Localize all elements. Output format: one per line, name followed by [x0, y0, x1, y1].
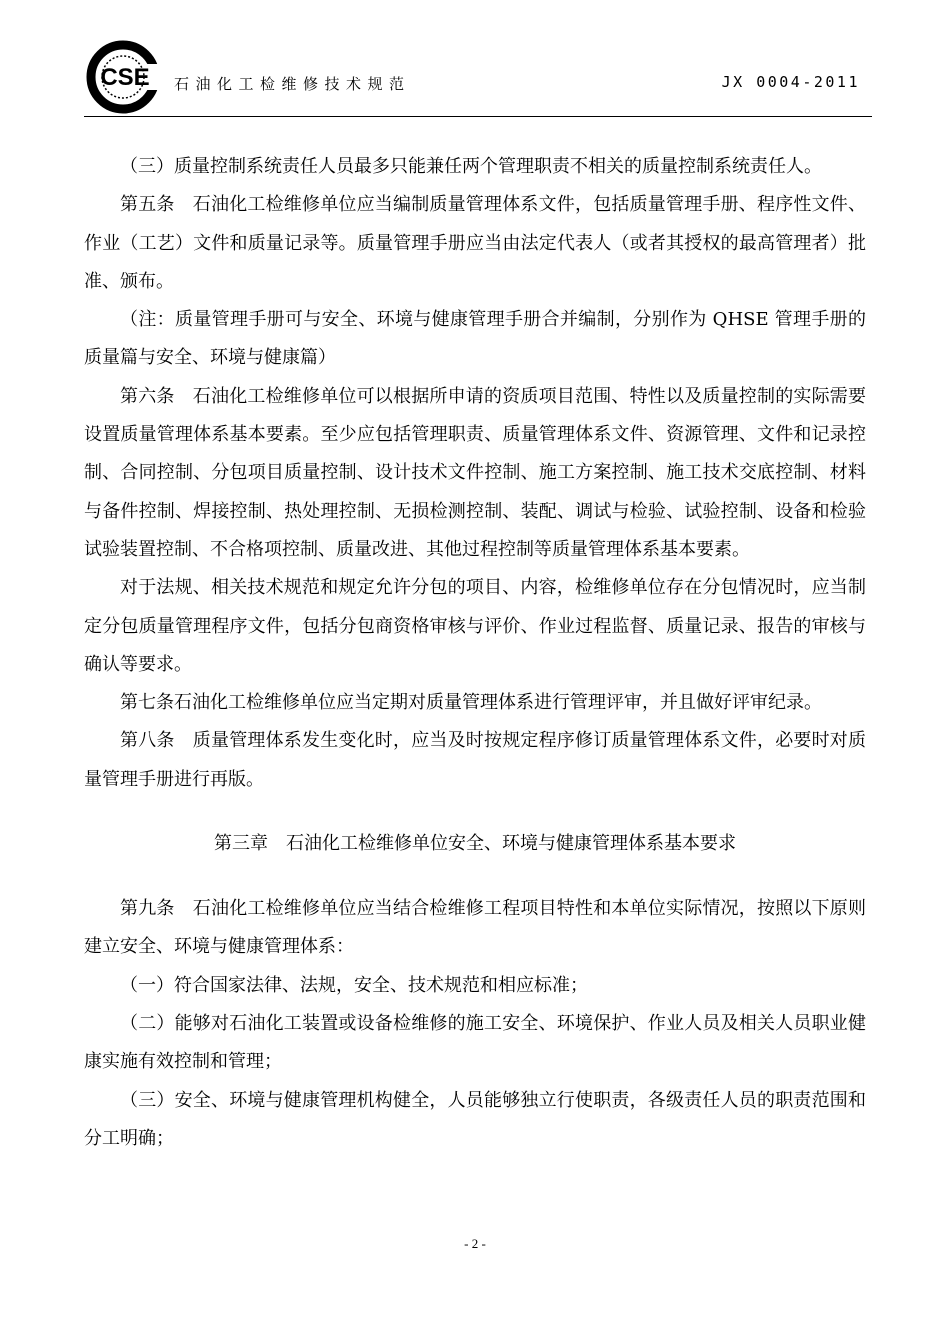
document-title: 石油化工检维修技术规范: [174, 75, 411, 93]
paragraph: 第八条 质量管理体系发生变化时，应当及时按规定程序修订质量管理体系文件，必要时对质量管理手册进行再版。: [84, 730, 866, 790]
document-code: JX 0004-2011: [721, 73, 860, 91]
chapter-heading: 第三章 石油化工检维修单位安全、环境与健康管理体系基本要求: [214, 833, 736, 855]
paragraph: （注：质量管理手册可与安全、环境与健康管理手册合并编制，分别作为 QHSE 管理手册的质量篇与安全、环境与健康篇）: [84, 309, 866, 369]
page-header: [84, 40, 872, 117]
paragraph: （三）质量控制系统责任人员最多只能兼任两个管理职责不相关的质量控制系统责任人。: [120, 156, 822, 177]
paragraph: （一）符合国家法律、法规，安全、技术规范和相应标准；: [120, 974, 588, 996]
paragraph: 第九条 石油化工检维修单位应当结合检维修工程项目特性和本单位实际情况，按照以下原则建立安全、环境与健康管理体系：: [84, 898, 866, 958]
paragraph: 第五条 石油化工检维修单位应当编制质量管理体系文件，包括质量管理手册、程序性文件、作业（工艺）文件和质量记录等。质量管理手册应当由法定代表人（或者其授权的最高管理者）批准、颁布。: [84, 194, 866, 292]
paragraph: 第六条 石油化工检维修单位可以根据所申请的资质项目范围、特性以及质量控制的实际需要设置质量管理体系基本要素。至少应包括管理职责、质量管理体系文件、资源管理、文件和记录控制、合同控制、分包项目质量控制、设计技术文件控制、施工方案控制、施工技术交底控制、材料与备件控制、焊接控制、热处理控制、无损检测控制、装配、调试与检验、试验控制、设备和检验试验装置控制、不合格项控制、质量改进、其他过程控制等质量管理体系基本要素。: [84, 385, 866, 560]
paragraph: 第七条石油化工检维修单位应当定期对质量管理体系进行管理评审，并且做好评审纪录。: [120, 692, 822, 714]
document-body: [84, 148, 866, 1158]
logo-text: CSE: [100, 64, 150, 91]
page-number: - 2 -: [464, 1236, 486, 1251]
paragraph: （二）能够对石油化工装置或设备检维修的施工安全、环境保护、作业人员及相关人员职业健康实施有效控制和管理；: [84, 1012, 866, 1073]
paragraph: 对于法规、相关技术规范和规定允许分包的项目、内容，检维修单位存在分包情况时，应当制定分包质量管理程序文件，包括分包商资格审核与评价、作业过程监督、质量记录、报告的审核与确认等要求。: [84, 577, 866, 675]
paragraph: （三）安全、环境与健康管理机构健全，人员能够独立行使职责，各级责任人员的职责范围和分工明确；: [84, 1089, 866, 1149]
cse-logo: [86, 40, 162, 114]
